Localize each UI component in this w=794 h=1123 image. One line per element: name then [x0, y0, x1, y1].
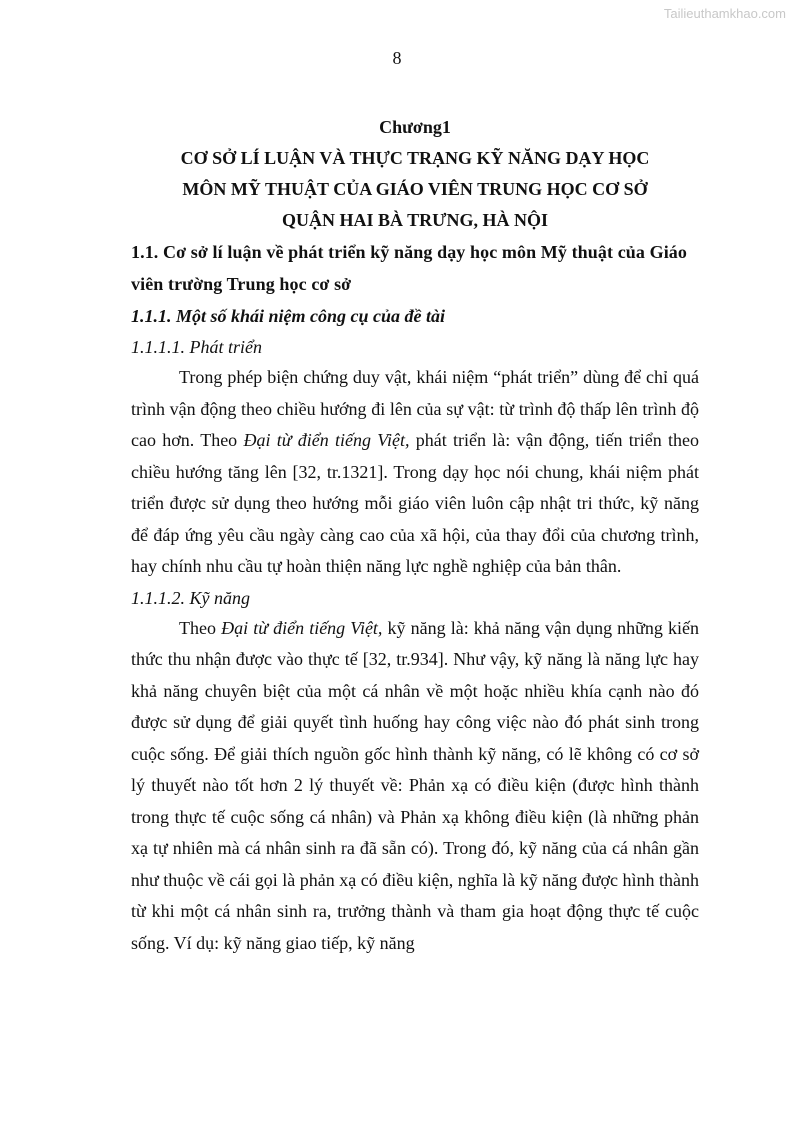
chapter-title-line-1: CƠ SỞ LÍ LUẬN VÀ THỰC TRẠNG KỸ NĂNG DẠY HỌC: [180, 148, 650, 168]
paragraph-phat-trien: [131, 362, 699, 583]
chapter-title-line-3: QUẬN HAI BÀ TRƯNG, HÀ NỘI: [281, 210, 549, 230]
section-heading-1-1-1-2: 1.1.1.2. Kỹ năng: [131, 587, 250, 608]
chapter-label: Chương1: [379, 117, 451, 137]
reference-title: Đại từ điển tiếng Việt,: [243, 430, 410, 450]
chapter-header: [131, 112, 699, 236]
section-heading-1-1-1: 1.1.1. Một số khái niệm công cụ của đề tài: [131, 306, 446, 326]
page-number: 8: [392, 48, 402, 68]
watermark: Tailieuthamkhao.com: [663, 6, 786, 21]
section-heading-1-1: 1.1. Cơ sở lí luận về phát triển kỹ năng dạy học môn Mỹ thuật của Giáo viên trường Trung học cơ sở: [131, 242, 687, 294]
chapter-title-line-2: MÔN MỸ THUẬT CỦA GIÁO VIÊN TRUNG HỌC CƠ SỞ: [182, 179, 648, 199]
paragraph-text: Trong phép biện chứng duy vật, khái niệm “phát triển” dùng để chỉ quá trình vận động theo chiều hướng đi lên của sự vật: từ trình độ thấp lên trình độ cao hơn. Theo: [131, 367, 699, 450]
paragraph-text: Theo: [179, 617, 222, 638]
document-body: [131, 112, 699, 959]
section-heading-1-1-1-1: 1.1.1.1. Phát triển: [131, 337, 262, 357]
paragraph-text: phát triển là: vận động, tiến triển theo chiều hướng tăng lên [32, tr.1321]. Trong dạy học nói chung, khái niệm phát triển được sử dụng theo hướng mỗi giáo viên luôn cập nhật tri thức, kỹ năng để đáp ứng yêu cầu ngày càng cao của xã hội, của thay đổi của chương trình, hay chính nhu cầu tự hoàn thiện năng lực nghề nghiệp của bản thân.: [131, 430, 699, 576]
paragraph-ky-nang: [131, 613, 699, 960]
reference-title: Đại từ điển tiếng Việt,: [221, 617, 383, 638]
paragraph-text: kỹ năng là: khả năng vận dụng những kiến thức thu nhận được vào thực tế [32, tr.934]. Như vậy, kỹ năng là năng lực hay khả năng chuyên biệt của một cá nhân về một hoặc nhiều khía cạnh nào đó được sử dụng để giải quyết tình huống hay công việc nào đó phát sinh trong cuộc sống. Để giải thích nguồn gốc hình thành kỹ năng, có lẽ không có cơ sở lý thuyết nào tốt hơn 2 lý thuyết về: Phản xạ có điều kiện (được hình thành trong thực tế cuộc sống cá nhân) và Phản xạ không điều kiện (là những phản xạ tự nhiên mà cá nhân sinh ra đã sẵn có). Trong đó, kỹ năng của cá nhân gần như thuộc về cái gọi là phản xạ có điều kiện, nghĩa là kỹ năng được hình thành từ khi một cá nhân sinh ra, trưởng thành và tham gia hoạt động thực tế cuộc sống. Ví dụ: kỹ năng giao tiếp, kỹ năng: [131, 617, 700, 953]
